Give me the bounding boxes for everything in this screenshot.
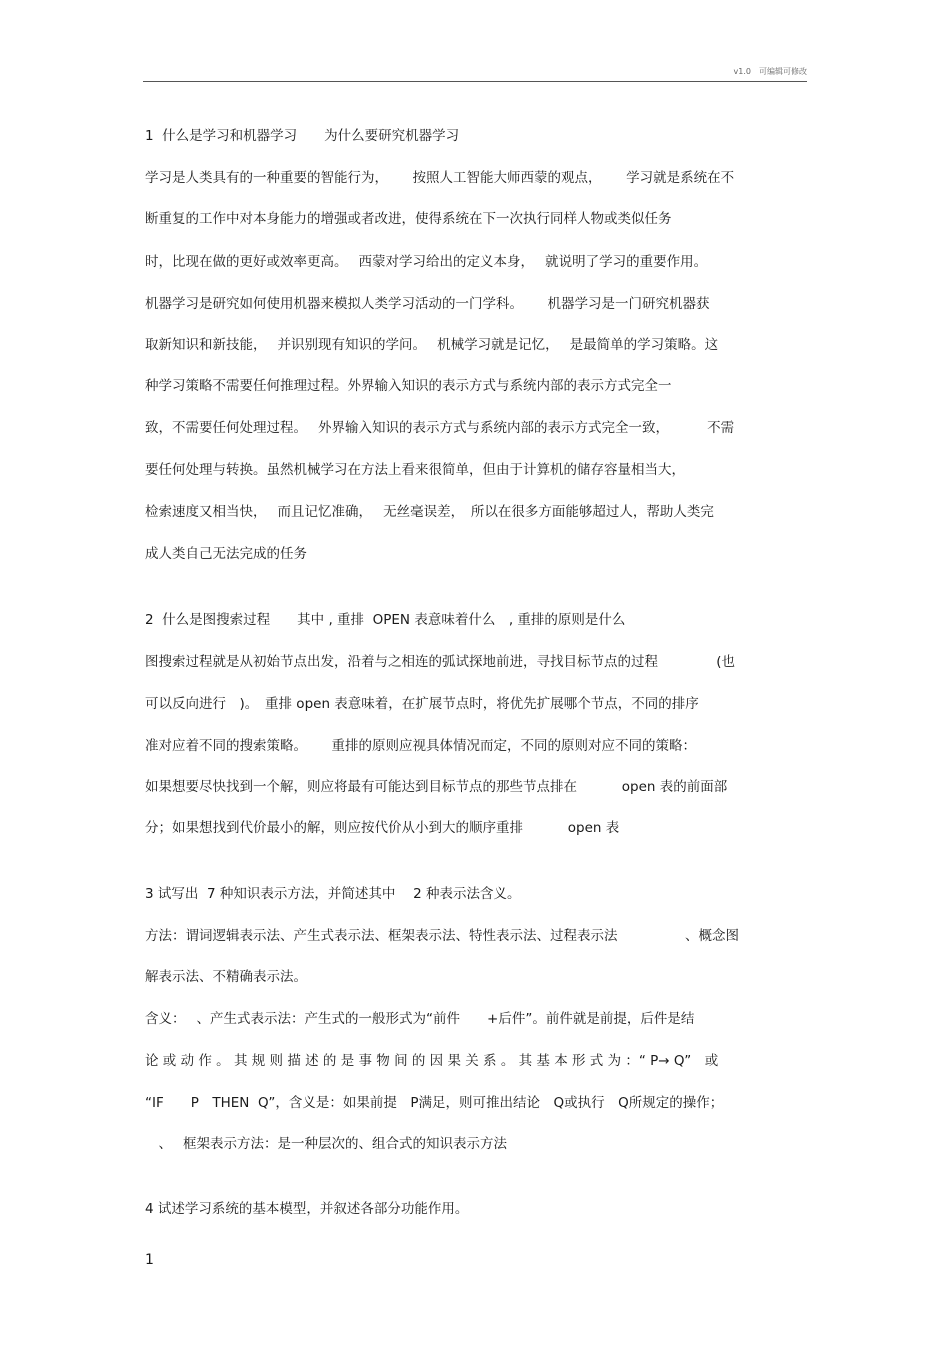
q2-para-line: 准对应着不同的搜索策略。 重排的原则应视具体情况而定，不同的原则对应不同的策略： [145, 738, 697, 754]
q2-para-line: 可以反向进行 )。 重排 open 表意味着，在扩展节点时，将优先扩展哪个节点，不同的排序 [145, 696, 699, 712]
q3-para-line: 、 框架表示方法：是一种层次的、组合式的知识表示方法 [145, 1136, 508, 1152]
q2-para-line: 如果想要尽快找到一个解，则应将最有可能达到目标节点的那些节点排在 open 表的前面部 [145, 779, 728, 795]
header-note: v1.0 可编辑可修改 [733, 67, 807, 76]
q1-title: 1 什么是学习和机器学习 为什么要研究机器学习 [145, 128, 460, 144]
q3-para-line: 解表示法、不精确表示法。 [145, 969, 307, 985]
q1-para-line: 种学习策略不需要任何推理过程。外界输入知识的表示方式与系统内部的表示方式完全一 [145, 378, 672, 394]
q1-para-line: 取新知识和新技能， 并识别现有知识的学问。 机械学习就是记忆， 是最简单的学习策略。这 [145, 337, 719, 353]
q1-para-line: 检索速度又相当快， 而且记忆准确， 无丝毫误差， 所以在很多方面能够超过人，帮助人类完 [145, 504, 714, 520]
header-rule [143, 81, 807, 82]
q1-para-line: 学习是人类具有的一种重要的智能行为， 按照人工智能大师西蒙的观点， 学习就是系统在不 [145, 170, 735, 186]
q3-para-line: 方法：谓词逻辑表示法、产生式表示法、框架表示法、特性表示法、过程表示法 、概念图 [145, 928, 739, 944]
q2-title: 2 什么是图搜索过程 其中 , 重排 OPEN 表意味着什么 , 重排的原则是什么 [145, 612, 626, 628]
q1-para-line: 要任何处理与转换。虽然机械学习在方法上看来很简单，但由于计算机的储存容量相当大， [145, 462, 685, 478]
q3-title: 3 试写出 7 种知识表示方法，并简述其中 2 种表示法含义。 [145, 886, 521, 902]
q3-para-line: 含义： 、产生式表示法：产生式的一般形式为“前件 +后件”。前件就是前提，后件是结 [145, 1011, 695, 1027]
q2-para-line: 分；如果想找到代价最小的解，则应按代价从小到大的顺序重排 open 表 [145, 820, 620, 836]
q2-para-line: 图搜索过程就是从初始节点出发，沿着与之相连的弧试探地前进，寻找目标节点的过程 (也 [145, 654, 736, 670]
q1-para-line: 断重复的工作中对本身能力的增强或者改进，使得系统在下一次执行同样人物或类似任务 [145, 211, 672, 227]
q1-para-line: 成人类自己无法完成的任务 [145, 546, 307, 562]
q4-title: 4 试述学习系统的基本模型，并叙述各部分功能作用。 [145, 1201, 469, 1217]
page-number: 1 [145, 1252, 154, 1268]
q3-para-line: “IF P THEN Q”，含义是：如果前提 P满足，则可推出结论 Q或执行 Q所规定的操作； [145, 1095, 724, 1111]
q1-para-line: 时，比现在做的更好或效率更高。 西蒙对学习给出的定义本身， 就说明了学习的重要作用。 [145, 254, 708, 270]
q1-para-line: 致，不需要任何处理过程。 外界输入知识的表示方式与系统内部的表示方式完全一致， 不需 [145, 420, 735, 436]
q3-para-line: 论 或 动 作 。 其 规 则 描 述 的 是 事 物 间 的 因 果 关 系 。 其 基 本 形 式 为 ：“ P→ Q” 或 [145, 1053, 719, 1069]
q1-para-line: 机器学习是研究如何使用机器来模拟人类学习活动的一门学科。 机器学习是一门研究机器获 [145, 296, 710, 312]
